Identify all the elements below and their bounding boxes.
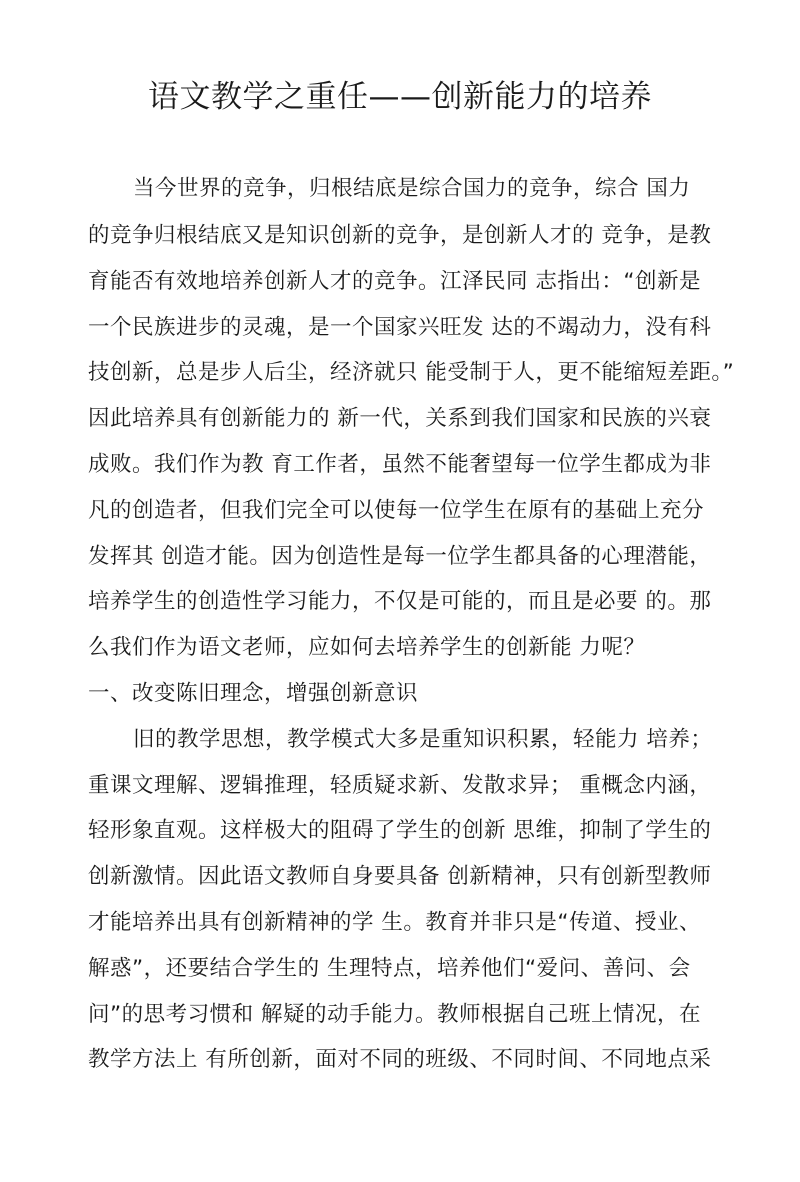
text-line: 么我们作为语文老师，应如何去培养学生的创新能 力呢？ bbox=[88, 635, 646, 660]
text-line: 当今世界的竞争，归根结底是综合国力的竞争，综合 国力 bbox=[133, 176, 691, 201]
text-line: 解惑”，还要结合学生的 生理特点，培养他们“爱问、善问、会 bbox=[88, 956, 691, 981]
text-line: 才能培养出具有创新精神的学 生。教育并非只是“传道、授业、 bbox=[88, 910, 701, 935]
text-line: 育能否有效地培养创新人才的竞争。江泽民同 志指出：“创新是 bbox=[88, 269, 701, 294]
document-title: 语文教学之重任——创新能力的培养 bbox=[148, 79, 652, 115]
text-line: 轻形象直观。这样极大的阻碍了学生的创新 思维，抑制了学生的 bbox=[88, 818, 712, 843]
text-line: 的竞争归根结底又是知识创新的竞争，是创新人才的 竞争，是教 bbox=[88, 223, 712, 248]
text-line: 旧的教学思想，教学模式大多是重知识积累，轻能力 培养； bbox=[133, 727, 713, 752]
text-line: 培养学生的创造性学习能力，不仅是可能的，而且是必要 的。那 bbox=[88, 589, 712, 614]
text-line: 凡的创造者，但我们完全可以使每一位学生在原有的基础上充分 bbox=[88, 498, 705, 523]
text-line: 成败。我们作为教 育工作者，虽然不能奢望每一位学生都成为非 bbox=[88, 452, 712, 477]
text-line: 问”的思考习惯和 解疑的动手能力。教师根据自己班上情况，在 bbox=[88, 1002, 701, 1027]
text-line: 一个民族进步的灵魂，是一个国家兴旺发 达的不竭动力，没有科 bbox=[88, 315, 712, 340]
text-line: 技创新，总是步人后尘，经济就只 能受制于人，更不能缩短差距。” bbox=[88, 360, 735, 385]
text-line: 因此培养具有创新能力的 新一代，关系到我们国家和民族的兴衰 bbox=[88, 406, 712, 431]
section-heading: 一、改变陈旧理念，增强创新意识 bbox=[88, 681, 419, 706]
text-line: 重课文理解、逻辑推理，轻质疑求新、发散求异； 重概念内涵， bbox=[88, 773, 712, 798]
text-line: 教学方法上 有所创新，面对不同的班级、不同时间、不同地点采 bbox=[88, 1047, 712, 1072]
text-line: 创新激情。因此语文教师自身要具备 创新精神，只有创新型教师 bbox=[88, 864, 712, 889]
text-line: 发挥其 创造才能。因为创造性是每一位学生都具备的心理潜能， bbox=[88, 544, 712, 569]
